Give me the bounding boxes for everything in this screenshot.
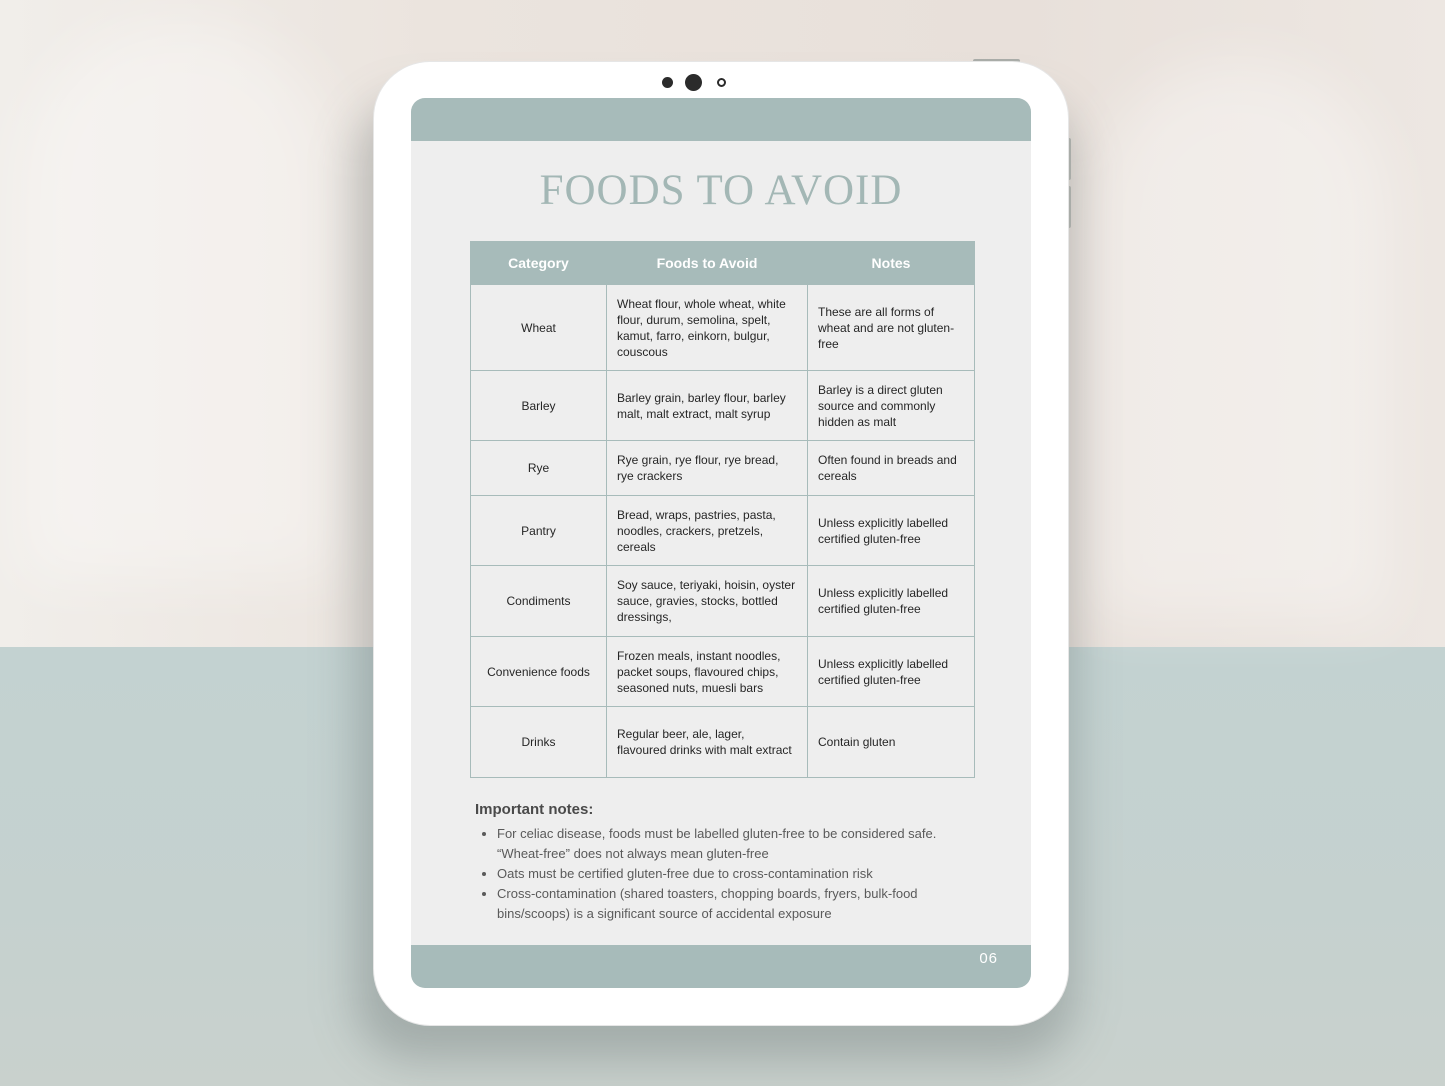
- notes-heading: Important notes:: [475, 801, 594, 818]
- table-row: [471, 285, 975, 371]
- column-header-notes: Notes: [808, 242, 975, 285]
- list-item: • Oats must be certified gluten-free due to cross-contamination risk: [497, 864, 975, 884]
- column-header-foods: Foods to Avoid: [607, 242, 808, 285]
- notes-cell: Unless explicitly labelled certified gluten-free: [808, 496, 975, 566]
- notes-cell: Unless explicitly labelled certified gluten-free: [808, 566, 975, 637]
- foods-cell: Frozen meals, instant noodles, packet soups, flavoured chips, seasoned nuts, muesli bars: [607, 637, 808, 707]
- camera-dot-left: [662, 77, 673, 88]
- camera-lens: [685, 74, 702, 91]
- foods-table: [470, 241, 975, 778]
- category-cell: Rye: [471, 441, 607, 496]
- foods-cell: Rye grain, rye flour, rye bread, rye crackers: [607, 441, 808, 496]
- table-row: [471, 371, 975, 441]
- window-light-right: [1090, 60, 1390, 620]
- foods-cell: Soy sauce, teriyaki, hoisin, oyster sauce, gravies, stocks, bottled dressings,: [607, 566, 808, 637]
- notes-cell: Contain gluten: [808, 707, 975, 778]
- header-band: [411, 98, 1031, 141]
- list-item: • Cross-contamination (shared toasters, chopping boards, fryers, bulk-food bins/scoops) is a significant source of accidental exposure: [497, 884, 975, 924]
- notes-list: [475, 824, 975, 924]
- notes-cell: Often found in breads and cereals: [808, 441, 975, 496]
- camera-sensor: [717, 78, 726, 87]
- notes-cell: Unless explicitly labelled certified gluten-free: [808, 637, 975, 707]
- table-row: [471, 637, 975, 707]
- table-header-row: [471, 242, 975, 285]
- category-cell: Condiments: [471, 566, 607, 637]
- foods-cell: Barley grain, barley flour, barley malt, malt extract, malt syrup: [607, 371, 808, 441]
- page-title: FOODS TO AVOID: [539, 167, 903, 214]
- notes-cell: Barley is a direct gluten source and commonly hidden as malt: [808, 371, 975, 441]
- foods-cell: Wheat flour, whole wheat, white flour, durum, semolina, spelt, kamut, farro, einkorn, bulgur, couscous: [607, 285, 808, 371]
- table-row: [471, 566, 975, 637]
- important-notes: [475, 801, 975, 924]
- category-cell: Drinks: [471, 707, 607, 778]
- column-header-category: Category: [471, 242, 607, 285]
- foods-cell: Regular beer, ale, lager, flavoured drinks with malt extract: [607, 707, 808, 778]
- table-row: [471, 496, 975, 566]
- category-cell: Wheat: [471, 285, 607, 371]
- window-light: [20, 20, 340, 580]
- document-page: [411, 98, 1031, 988]
- page-number: 06: [979, 950, 998, 967]
- footer-band: [411, 945, 1031, 988]
- category-cell: Pantry: [471, 496, 607, 566]
- foods-cell: Bread, wraps, pastries, pasta, noodles, crackers, pretzels, cereals: [607, 496, 808, 566]
- table-row: [471, 441, 975, 496]
- table-row: [471, 707, 975, 778]
- category-cell: Barley: [471, 371, 607, 441]
- list-item: • For celiac disease, foods must be labelled gluten-free to be considered safe. “Wheat-free” does not always mean gluten-free: [497, 824, 975, 864]
- category-cell: Convenience foods: [471, 637, 607, 707]
- notes-cell: These are all forms of wheat and are not gluten-free: [808, 285, 975, 371]
